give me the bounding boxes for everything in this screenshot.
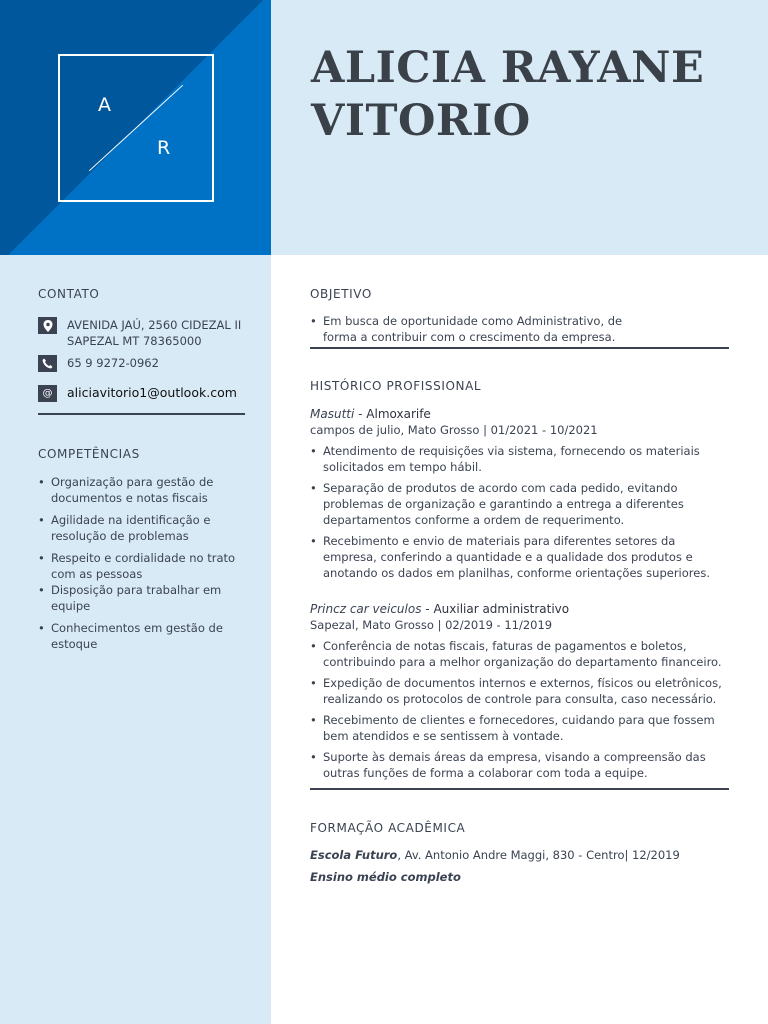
- job-location-dates: campos de julio, Mato Grosso | 01/2021 - 10/2021: [310, 423, 598, 437]
- historico-divider: [310, 788, 729, 790]
- job-location-dates: Sapezal, Mato Grosso | 02/2019 - 11/2019: [310, 618, 553, 632]
- list-item: • Conhecimentos em gestão de estoque: [38, 620, 238, 652]
- monogram-letter-first: A: [98, 94, 111, 116]
- contact-email: [38, 385, 237, 402]
- job-role: Almoxarife: [366, 407, 431, 421]
- objetivo-list: [310, 313, 730, 345]
- job-company: Princz car veiculos: [310, 602, 422, 616]
- job-company: Masutti: [310, 407, 355, 421]
- list-item: • Separação de produtos de acordo com cada pedido, evitando problemas de organização e garantindo a entrega a diferentes departamentos conforme a ordem de requerimento.: [310, 480, 730, 528]
- list-item: • Organização para gestão de documentos e notas fiscais: [38, 474, 238, 506]
- job-bullets: [310, 638, 730, 781]
- list-item: • Respeito e cordialidade no trato com as pessoas: [38, 550, 238, 582]
- email-link[interactable]: aliciavitorio1@outlook.com: [67, 385, 237, 400]
- address-line2: SAPEZAL MT 78365000: [67, 334, 202, 348]
- education-degree: Ensino médio completo: [310, 870, 461, 884]
- job-role: Auxiliar administrativo: [433, 602, 570, 616]
- objetivo-divider: [310, 347, 729, 349]
- monogram-box: [58, 54, 214, 202]
- monogram-diagonal-line: [60, 56, 212, 200]
- job-bullets: [310, 443, 730, 581]
- historico-section-title: HISTÓRICO PROFISSIONAL: [310, 379, 482, 393]
- address-line1: AVENIDA JAÚ, 2560 CIDEZAL II: [67, 318, 242, 332]
- phone-number: 65 9 9272-0962: [67, 356, 159, 370]
- contact-address: [38, 317, 241, 349]
- list-item: • Agilidade na identificação e resolução de problemas: [38, 512, 238, 544]
- sidebar-divider: [38, 413, 245, 415]
- candidate-name: ALICIA RAYANE VITORIO: [311, 43, 705, 146]
- formacao-section-title: FORMAÇÃO ACADÊMICA: [310, 821, 466, 835]
- list-item: • Disposição para trabalhar em equipe: [38, 582, 238, 614]
- job-entry-2: [310, 601, 730, 786]
- list-item: • Recebimento e envio de materiais para diferentes setores da empresa, conferindo a quantidade e a qualidade dos produtos e anotando os dados em planilhas, conforme orientações superiores.: [310, 533, 730, 581]
- header-monogram-panel: [0, 0, 271, 255]
- education-school-line: [310, 847, 680, 863]
- job-header: Princz car veiculos - Auxiliar administrativo: [310, 602, 570, 616]
- job-entry-1: [310, 406, 730, 586]
- list-item: • Atendimento de requisições via sistema, fornecendo os materiais solicitados em tempo hábil.: [310, 443, 730, 475]
- sidebar: [0, 255, 271, 1024]
- education-school: Escola Futuro: [310, 848, 398, 862]
- objetivo-section-title: OBJETIVO: [310, 287, 372, 301]
- objetivo-text: • Em busca de oportunidade como Administrativo, de forma a contribuir com o crescimento da empresa.: [310, 313, 730, 345]
- at-icon: @: [38, 385, 57, 402]
- header-name-panel: [271, 0, 768, 255]
- location-icon: [38, 317, 57, 334]
- education-details: , Av. Antonio Andre Maggi, 830 - Centro| 12/2019: [397, 848, 680, 862]
- list-item: • Suporte às demais áreas da empresa, visando a compreensão das outras funções de forma a colaborar com toda a equipe.: [310, 749, 730, 781]
- job-header: Masutti - Almoxarife: [310, 407, 431, 421]
- competencias-list: [38, 474, 238, 652]
- list-item: • Recebimento de clientes e fornecedores, cuidando para que fossem bem atendidos e se sentissem à vontade.: [310, 712, 730, 744]
- contact-section-title: CONTATO: [38, 287, 100, 301]
- contact-phone: [38, 355, 159, 372]
- list-item: • Conferência de notas fiscais, faturas de pagamentos e boletos, contribuindo para a melhor organização do departamento financeiro.: [310, 638, 730, 670]
- monogram-letter-second: R: [157, 137, 171, 159]
- list-item: • Expedição de documentos internos e externos, físicos ou eletrônicos, realizando os protocolos de controle para consulta, caso necessário.: [310, 675, 730, 707]
- phone-icon: [38, 355, 57, 372]
- competencias-section-title: COMPETÊNCIAS: [38, 447, 140, 461]
